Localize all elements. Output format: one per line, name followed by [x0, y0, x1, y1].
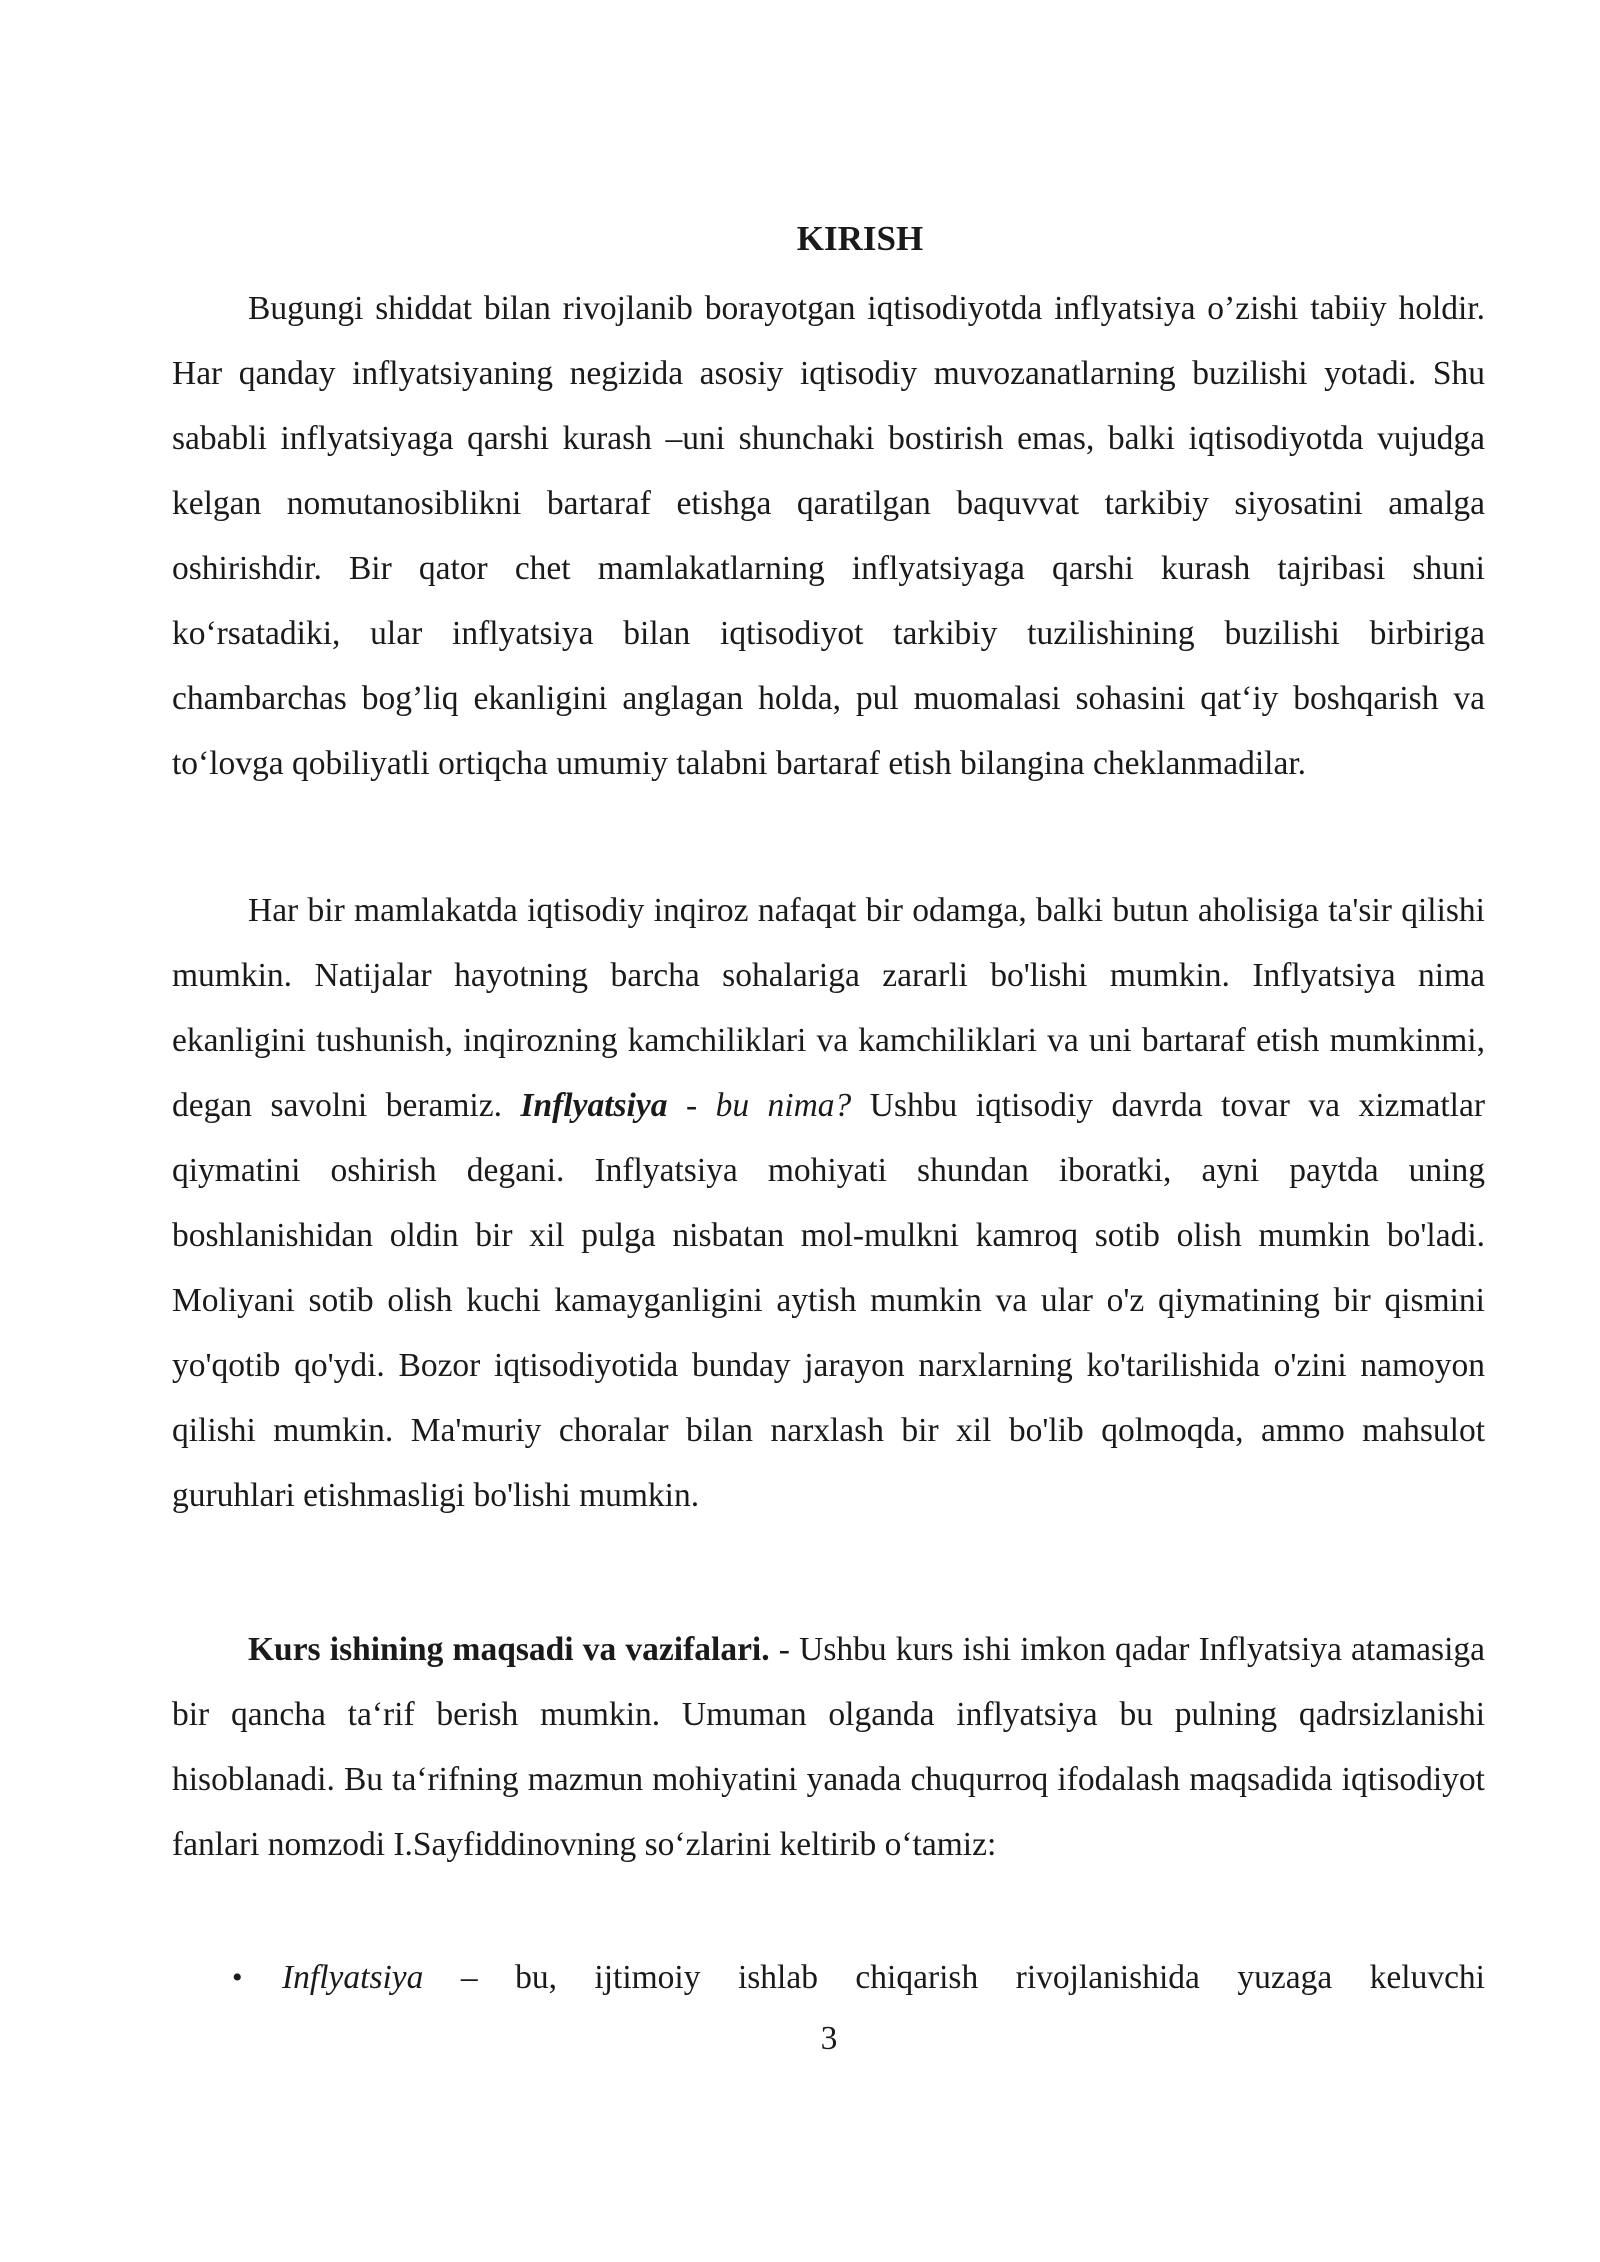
definition-paragraph: [172, 878, 1485, 1528]
objectives-paragraph: [172, 1617, 1485, 1877]
paragraph-text: Har bir mamlakatda iqtisodiy inqiroz nafaqat bir odamga, balki butun aholisiga ta'sir qilishi mumkin. Natijalar hayotning barcha sohalariga zararli bo'lishi mumkin. Inflyatsiya nima ekanligini tushunish, inqirozning kamchiliklari va kamchiliklari va uni bartaraf etish mumkinmi, degan savolni beramiz.: [172, 892, 1485, 1124]
paragraph-text: - Ushbu kurs ishi imkon qadar Inflyatsiya atamasiga bir qancha ta‘rif berish mumkin. Umuman olganda inflyatsiya bu pulning qadrsizlanishi hisoblanadi. Bu ta‘rifning mazmun mohiyatini yanada chuqurroq ifodalash maqsadida iqtisodiyot fanlari nomzodi I.Sayfiddinovning so‘zlarini keltirib o‘tamiz:: [172, 1631, 1485, 1863]
bullet-term: Inflyatsiya: [282, 1959, 424, 1996]
bullet-description: – bu, ijtimoiy ishlab chiqarish rivojlanishida yuzaga keluvchi: [423, 1959, 1485, 1996]
bullet-text: [282, 1945, 1485, 2010]
objectives-lead: Kurs ishining maqsadi va vazifalari.: [248, 1631, 770, 1668]
bullet-item: [172, 1945, 1485, 2010]
paragraph-text: Ushbu iqtisodiy davrda tovar va xizmatlar qiymatini oshirish degani. Inflyatsiya mohiyati shundan iboratki, ayni paytda uning boshlanishidan oldin bir xil pulga nisbatan mol-mulkni kamroq sotib olish mumkin bo'ladi. Moliyani sotib olish kuchi kamayganligini aytish mumkin va ular o'z qiymatining bir qismini yo'qotib qo'ydi. Bozor iqtisodiyotida bunday jarayon narxlarning ko'tarilishida o'zini namoyon qilishi mumkin. Ma'muriy choralar bilan narxlash bir xil bo'lib qolmoqda, ammo mahsulot guruhlari etishmasligi bo'lishi mumkin.: [172, 1087, 1485, 1514]
page-number: 3: [820, 2020, 838, 2057]
intro-paragraph: Bugungi shiddat bilan rivojlanib borayotgan iqtisodiyotda inflyatsiya o’zishi tabiiy holdir. Har qanday inflyatsiyaning negizida asosiy iqtisodiy muvozanatlarning buzilishi yotadi. Shu sababli inflyatsiyaga qarshi kurash –uni shunchaki bostirish emas, balki iqtisodiyotda vujudga kelgan nomutanosiblikni bartaraf etishga qaratilgan baquvvat tarkibiy siyosatini amalga oshirishdir. Bir qator chet mamlakatlarning inflyatsiyaga qarshi kurash tajribasi shuni ko‘rsatadiki, ular inflyatsiya bilan iqtisodiyot tarkibiy tuzilishining buzilishi birbiriga chambarchas bog’liq ekanligini anglagan holda, pul muomalasi sohasini qat‘iy boshqarish va to‘lovga qobiliyatli ortiqcha umumiy talabni bartaraf etish bilangina cheklanmadilar.: [172, 290, 1485, 782]
inflation-term: Inflyatsiya: [520, 1087, 668, 1124]
bullet-icon: •: [232, 1961, 243, 1994]
inflation-question: - bu nima?: [667, 1087, 852, 1124]
page-title: KIRISH: [796, 219, 924, 258]
